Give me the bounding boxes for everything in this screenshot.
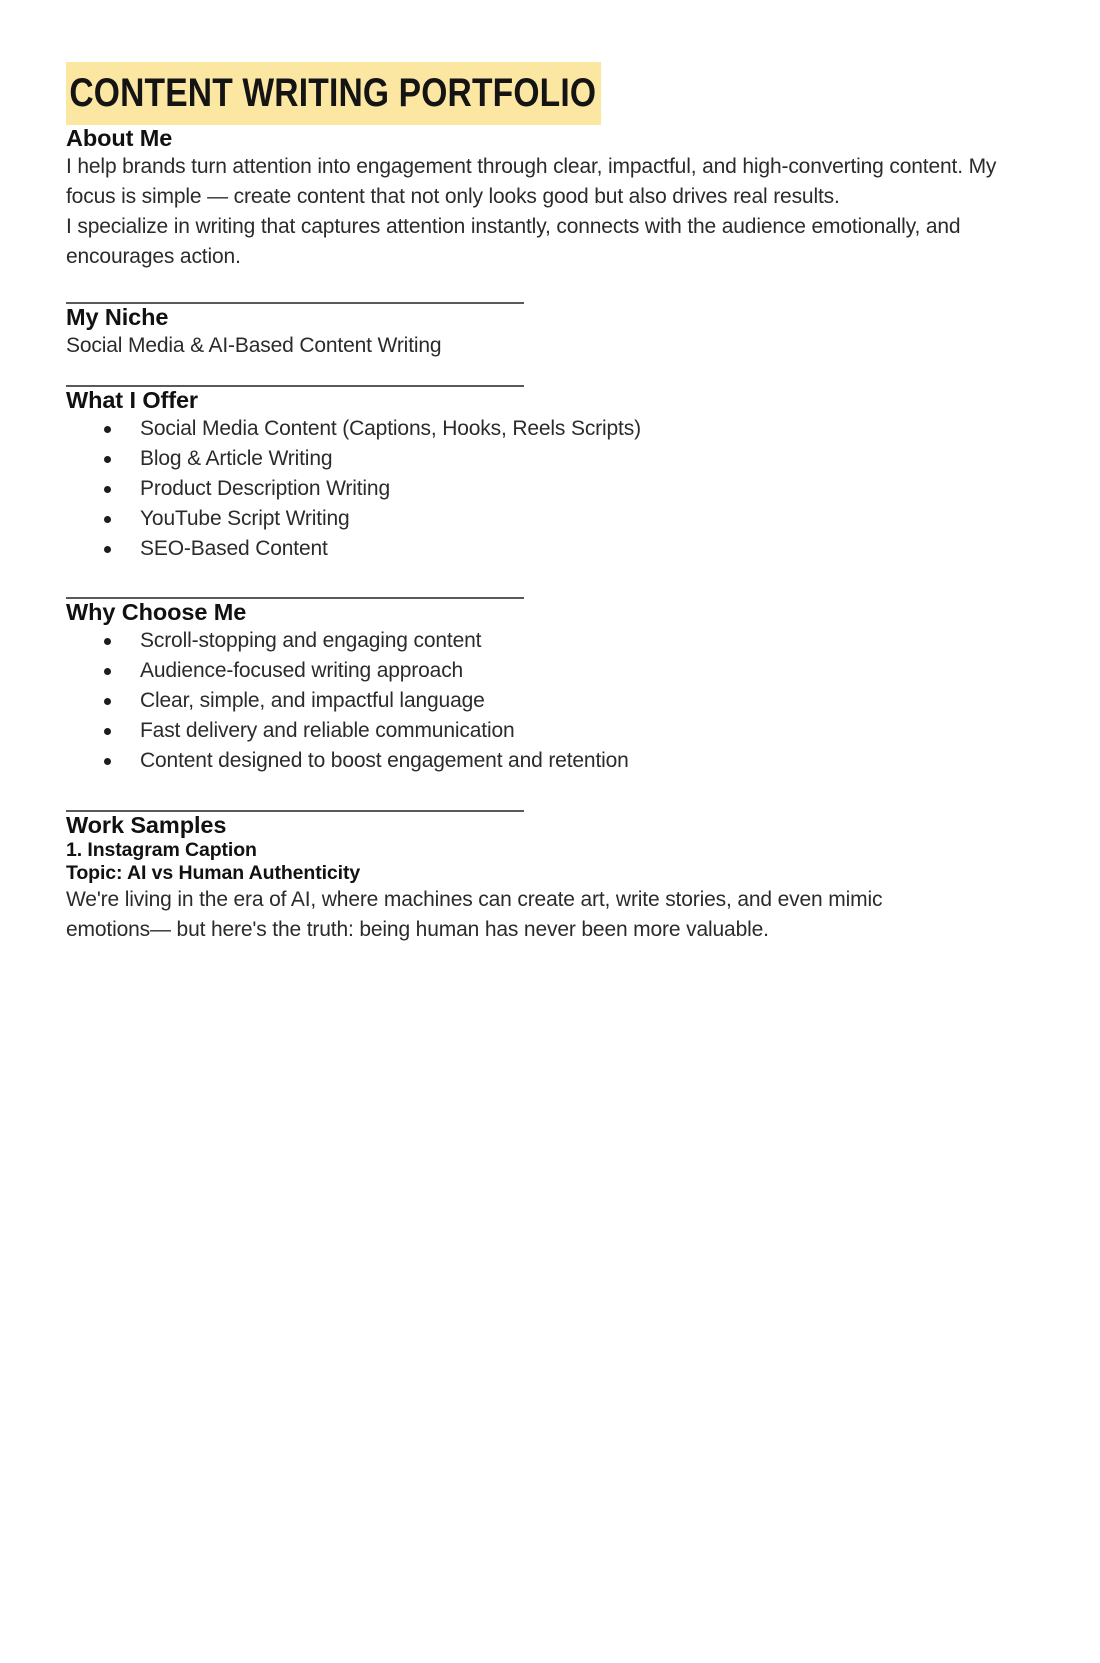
heading-my-niche: My Niche	[66, 304, 169, 330]
list-item-label: Audience-focused writing approach	[140, 659, 464, 682]
bullet-dot-icon	[104, 668, 111, 675]
list-item	[66, 686, 1001, 716]
heading-work-samples: Work Samples	[66, 812, 227, 838]
heading-about-me: About Me	[66, 125, 173, 151]
offer-list	[66, 414, 1001, 564]
bullet-dot-icon	[104, 426, 111, 433]
sample-1-body-line-2: emotions— but here's the truth: being human has never been more valuable.	[66, 918, 769, 941]
list-item	[66, 414, 1001, 444]
about-paragraph-1-line-1: I help brands turn attention into engagement through clear, impactful, and high-converting content. My	[66, 155, 997, 178]
list-item-label: Scroll-stopping and engaging content	[140, 629, 482, 652]
list-item	[66, 746, 1001, 776]
about-paragraph-1	[66, 152, 1001, 212]
bullet-dot-icon	[104, 456, 111, 463]
bullet-dot-icon	[104, 486, 111, 493]
niche-text: Social Media & AI-Based Content Writing	[66, 334, 442, 357]
list-item	[66, 474, 1001, 504]
list-item-label: SEO-Based Content	[140, 537, 328, 560]
bullet-dot-icon	[104, 546, 111, 553]
page-title: CONTENT WRITING PORTFOLIO	[66, 62, 601, 125]
list-item	[66, 626, 1001, 656]
list-item	[66, 534, 1001, 564]
sample-1-title: 1. Instagram Caption	[66, 839, 257, 861]
sample-1-body-line-1: We're living in the era of AI, where machines can create art, write stories, and even mimic	[66, 888, 883, 911]
list-item	[66, 716, 1001, 746]
heading-why-choose-me: Why Choose Me	[66, 599, 247, 625]
list-item	[66, 656, 1001, 686]
list-item	[66, 504, 1001, 534]
document-content	[66, 0, 1001, 945]
list-item-label: Social Media Content (Captions, Hooks, Reels Scripts)	[140, 417, 641, 440]
list-item-label: Product Description Writing	[140, 477, 390, 500]
bullet-dot-icon	[104, 516, 111, 523]
about-paragraph-2	[66, 212, 1001, 272]
list-item-label: Fast delivery and reliable communication	[140, 719, 515, 742]
list-item	[66, 444, 1001, 474]
list-item-label: Clear, simple, and impactful language	[140, 689, 485, 712]
sample-1-body	[66, 885, 1001, 945]
heading-what-i-offer: What I Offer	[66, 387, 198, 413]
sample-1-topic: Topic: AI vs Human Authenticity	[66, 862, 361, 884]
bullet-dot-icon	[104, 698, 111, 705]
bullet-dot-icon	[104, 728, 111, 735]
list-item-label: YouTube Script Writing	[140, 507, 350, 530]
document-title-container	[66, 62, 1001, 125]
bullet-dot-icon	[104, 638, 111, 645]
about-paragraph-1-line-2: focus is simple — create content that not only looks good but also drives real results.	[66, 185, 840, 208]
bullet-dot-icon	[104, 758, 111, 765]
about-paragraph-2-line-1: I specialize in writing that captures attention instantly, connects with the audience emotionally, and	[66, 215, 961, 238]
about-paragraph-2-line-2: encourages action.	[66, 245, 241, 268]
list-item-label: Blog & Article Writing	[140, 447, 333, 470]
list-item-label: Content designed to boost engagement and retention	[140, 749, 629, 772]
why-choose-list	[66, 626, 1001, 776]
